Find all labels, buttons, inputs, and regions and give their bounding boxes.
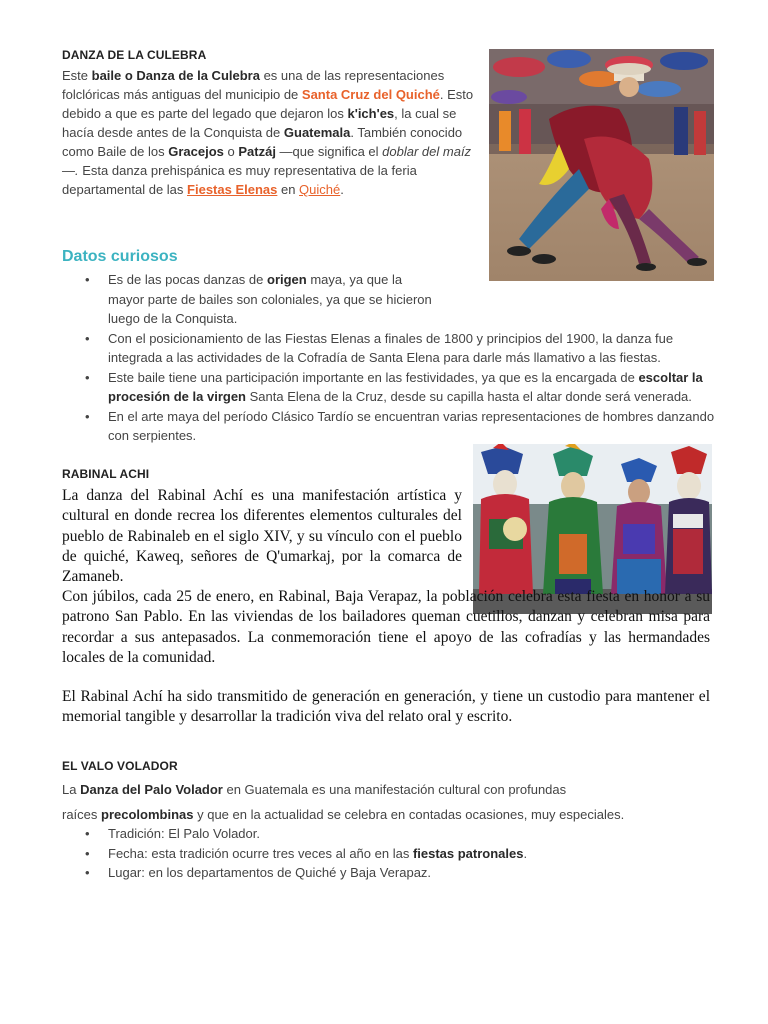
link-fiestas-elenas[interactable]: Fiestas Elenas xyxy=(187,182,278,197)
list-item: • Este baile tiene una participación importante en las festividades, ya que es la encargada de escoltar la procesión de la virgen Santa Elena de la Cruz, desde su capilla hasta el altar donde será venerada. xyxy=(62,368,722,407)
list-item: • Tradición: El Palo Volador. xyxy=(62,824,722,844)
heading-rabinal-achi: RABINAL ACHI xyxy=(62,467,150,481)
heading-datos-curiosos: Datos curiosos xyxy=(62,248,178,265)
rabinal-paragraph-1: La danza del Rabinal Achí es una manifestación artística y cultural en donde recrea los diferentes elementos culturales del pueblo de Rabinaleb en el siglo XIV, y su vínculo con el pueblo de quiché, Kaweq, señores de Q'umarkaj, por la comarca de Zamaneb. xyxy=(62,487,462,586)
paragraph-danza-culebra: Este baile o Danza de la Culebra es una de las representaciones folclóricas más antiguas del municipio de Santa Cruz del Quiché. Esto debido a que es parte del legado que dejaron los k'ich'es, la cual se hacía desde antes de la Conquista de Guatemala. También conocido como Baile de los Gracejos o Patzáj —que significa el doblar del maíz—. Esta danza prehispánica es muy representativa de la feria departamental de las Fiestas Elenas en Quiché. xyxy=(62,68,474,197)
heading-valo-volador: EL VALO VOLADOR xyxy=(62,759,178,773)
volador-paragraph-line-2: raíces precolombinas y que en la actualidad se celebra en contadas ocasiones, muy especiales. xyxy=(62,807,625,822)
curiosos-list xyxy=(62,270,722,446)
heading-danza-culebra: DANZA DE LA CULEBRA xyxy=(62,48,207,62)
list-item: • Con el posicionamiento de las Fiestas Elenas a finales de 1800 y principios del 1900, la danza fue integrada a las actividades de la Cofradía de Santa Elena para darle más llamativo a las fiestas. xyxy=(62,329,722,368)
link-quiche[interactable]: Quiché xyxy=(299,182,341,197)
volador-list xyxy=(62,824,722,883)
list-item: • Fecha: esta tradición ocurre tres veces al año en las fiestas patronales. xyxy=(62,844,722,864)
volador-paragraph-line-1: La Danza del Palo Volador en Guatemala es una manifestación cultural con profundas xyxy=(62,782,567,797)
rabinal-paragraph-3: El Rabinal Achí ha sido transmitido de generación en generación, y tiene un custodio para mantener el memorial tangible y desarrollar la tradición viva del relato oral y escrito. xyxy=(62,688,710,726)
link-santa-cruz[interactable]: Santa Cruz del Quiché xyxy=(301,87,440,102)
list-item: • Es de las pocas danzas de origen maya, ya que la mayor parte de bailes son coloniales, ya que se hicieron luego de la Conquista. xyxy=(62,270,438,329)
list-item: • En el arte maya del período Clásico Tardío se encuentran varias representaciones de hombres danzando con serpientes. xyxy=(62,407,722,446)
list-item: • Lugar: en los departamentos de Quiché y Baja Verapaz. xyxy=(62,863,722,883)
rabinal-paragraph-2: Con júbilos, cada 25 de enero, en Rabinal, Baja Verapaz, la población celebra esta fiesta en honor a su patrono San Pablo. En las viviendas de los bailadores queman cuetillos, danzan y celebran misa para recordar a sus antepasados. La conmemoración tiene el apoyo de las cofradías y las hermandades locales de la comunidad. xyxy=(62,588,710,666)
snake-dance-photo xyxy=(489,49,714,281)
